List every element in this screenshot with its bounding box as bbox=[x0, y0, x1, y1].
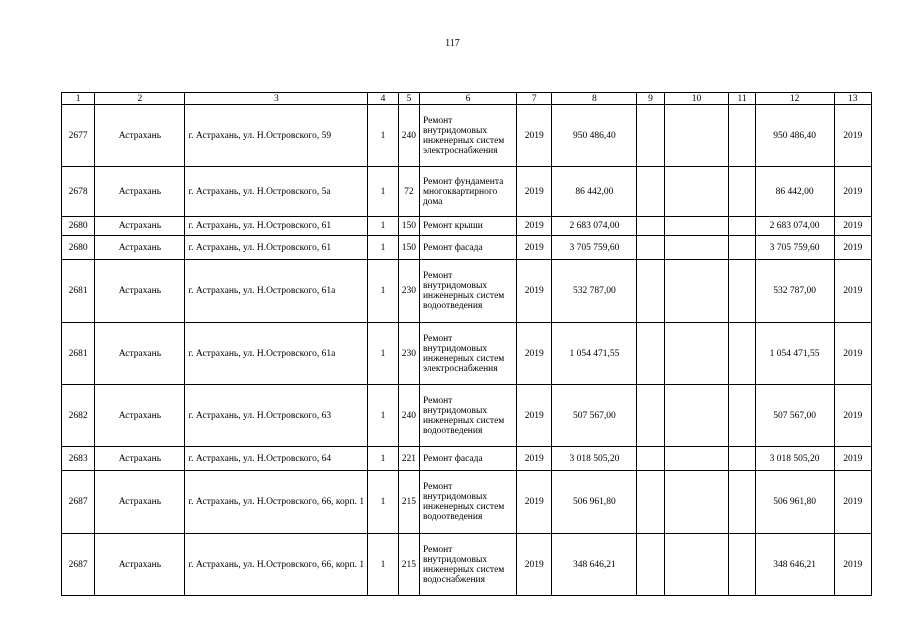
column-header: 13 bbox=[834, 93, 871, 105]
col11-cell bbox=[729, 323, 755, 385]
col9-cell bbox=[637, 105, 664, 167]
end-year-cell: 2019 bbox=[834, 260, 871, 323]
city-cell: Астрахань bbox=[95, 447, 185, 471]
table-row bbox=[62, 167, 872, 217]
end-year-cell: 2019 bbox=[834, 217, 871, 236]
table-row bbox=[62, 105, 872, 167]
cost-cell: 348 646,21 bbox=[552, 534, 637, 596]
end-year-cell: 2019 bbox=[834, 167, 871, 217]
cost-cell: 86 442,00 bbox=[552, 167, 637, 217]
work-type-cell: Ремонт внутридомовых инженерных систем водоотведения bbox=[419, 260, 516, 323]
col4-cell: 1 bbox=[368, 167, 398, 217]
address-cell: г. Астрахань, ул. Н.Островского, 61 bbox=[185, 236, 368, 260]
col4-cell: 1 bbox=[368, 236, 398, 260]
col5-cell: 72 bbox=[398, 167, 419, 217]
col4-cell: 1 bbox=[368, 105, 398, 167]
column-header: 4 bbox=[368, 93, 398, 105]
total-cost-cell: 3 018 505,20 bbox=[755, 447, 834, 471]
cost-cell: 506 961,80 bbox=[552, 471, 637, 534]
col11-cell bbox=[729, 260, 755, 323]
col11-cell bbox=[729, 447, 755, 471]
column-header: 1 bbox=[62, 93, 95, 105]
work-type-cell: Ремонт внутридомовых инженерных систем электроснабжения bbox=[419, 323, 516, 385]
column-number-header-row bbox=[62, 93, 872, 105]
address-cell: г. Астрахань, ул. Н.Островского, 5а bbox=[185, 167, 368, 217]
address-cell: г. Астрахань, ул. Н.Островского, 61 bbox=[185, 217, 368, 236]
col5-cell: 240 bbox=[398, 385, 419, 447]
cost-cell: 532 787,00 bbox=[552, 260, 637, 323]
total-cost-cell: 506 961,80 bbox=[755, 471, 834, 534]
col11-cell bbox=[729, 236, 755, 260]
work-type-cell: Ремонт внутридомовых инженерных систем водоотведения bbox=[419, 471, 516, 534]
total-cost-cell: 2 683 074,00 bbox=[755, 217, 834, 236]
year-cell: 2019 bbox=[517, 260, 552, 323]
col4-cell: 1 bbox=[368, 217, 398, 236]
total-cost-cell: 3 705 759,60 bbox=[755, 236, 834, 260]
city-cell: Астрахань bbox=[95, 534, 185, 596]
col10-cell bbox=[664, 471, 729, 534]
address-cell: г. Астрахань, ул. Н.Островского, 59 bbox=[185, 105, 368, 167]
cost-cell: 3 705 759,60 bbox=[552, 236, 637, 260]
total-cost-cell: 950 486,40 bbox=[755, 105, 834, 167]
table-row bbox=[62, 534, 872, 596]
col4-cell: 1 bbox=[368, 534, 398, 596]
col9-cell bbox=[637, 260, 664, 323]
col9-cell bbox=[637, 217, 664, 236]
col10-cell bbox=[664, 534, 729, 596]
column-header: 7 bbox=[517, 93, 552, 105]
end-year-cell: 2019 bbox=[834, 323, 871, 385]
work-type-cell: Ремонт фасада bbox=[419, 236, 516, 260]
column-header: 3 bbox=[185, 93, 368, 105]
col5-cell: 230 bbox=[398, 323, 419, 385]
row-id-cell: 2687 bbox=[62, 534, 95, 596]
total-cost-cell: 1 054 471,55 bbox=[755, 323, 834, 385]
work-type-cell: Ремонт внутридомовых инженерных систем водоотведения bbox=[419, 385, 516, 447]
total-cost-cell: 532 787,00 bbox=[755, 260, 834, 323]
address-cell: г. Астрахань, ул. Н.Островского, 61а bbox=[185, 260, 368, 323]
year-cell: 2019 bbox=[517, 323, 552, 385]
work-type-cell: Ремонт внутридомовых инженерных систем электроснабжения bbox=[419, 105, 516, 167]
col10-cell bbox=[664, 236, 729, 260]
year-cell: 2019 bbox=[517, 105, 552, 167]
column-header: 11 bbox=[729, 93, 755, 105]
column-header: 2 bbox=[95, 93, 185, 105]
total-cost-cell: 86 442,00 bbox=[755, 167, 834, 217]
work-type-cell: Ремонт внутридомовых инженерных систем водоснабжения bbox=[419, 534, 516, 596]
col10-cell bbox=[664, 323, 729, 385]
row-id-cell: 2681 bbox=[62, 323, 95, 385]
end-year-cell: 2019 bbox=[834, 471, 871, 534]
col4-cell: 1 bbox=[368, 323, 398, 385]
column-header: 6 bbox=[419, 93, 516, 105]
city-cell: Астрахань bbox=[95, 236, 185, 260]
col9-cell bbox=[637, 471, 664, 534]
year-cell: 2019 bbox=[517, 236, 552, 260]
work-type-cell: Ремонт фундамента многоквартирного дома bbox=[419, 167, 516, 217]
total-cost-cell: 348 646,21 bbox=[755, 534, 834, 596]
row-id-cell: 2677 bbox=[62, 105, 95, 167]
row-id-cell: 2687 bbox=[62, 471, 95, 534]
col10-cell bbox=[664, 385, 729, 447]
col9-cell bbox=[637, 534, 664, 596]
col5-cell: 230 bbox=[398, 260, 419, 323]
column-header: 8 bbox=[552, 93, 637, 105]
total-cost-cell: 507 567,00 bbox=[755, 385, 834, 447]
col10-cell bbox=[664, 260, 729, 323]
cost-cell: 1 054 471,55 bbox=[552, 323, 637, 385]
city-cell: Астрахань bbox=[95, 260, 185, 323]
col11-cell bbox=[729, 534, 755, 596]
end-year-cell: 2019 bbox=[834, 385, 871, 447]
col10-cell bbox=[664, 447, 729, 471]
table-row bbox=[62, 236, 872, 260]
page-number: 117 bbox=[445, 38, 460, 49]
year-cell: 2019 bbox=[517, 385, 552, 447]
end-year-cell: 2019 bbox=[834, 105, 871, 167]
col11-cell bbox=[729, 471, 755, 534]
col5-cell: 221 bbox=[398, 447, 419, 471]
column-header: 5 bbox=[398, 93, 419, 105]
col5-cell: 240 bbox=[398, 105, 419, 167]
col9-cell bbox=[637, 385, 664, 447]
year-cell: 2019 bbox=[517, 447, 552, 471]
repair-schedule-table bbox=[61, 92, 872, 596]
cost-cell: 950 486,40 bbox=[552, 105, 637, 167]
col10-cell bbox=[664, 105, 729, 167]
city-cell: Астрахань bbox=[95, 217, 185, 236]
year-cell: 2019 bbox=[517, 534, 552, 596]
year-cell: 2019 bbox=[517, 167, 552, 217]
row-id-cell: 2683 bbox=[62, 447, 95, 471]
table-row bbox=[62, 217, 872, 236]
city-cell: Астрахань bbox=[95, 167, 185, 217]
end-year-cell: 2019 bbox=[834, 236, 871, 260]
col4-cell: 1 bbox=[368, 471, 398, 534]
city-cell: Астрахань bbox=[95, 105, 185, 167]
col10-cell bbox=[664, 167, 729, 217]
address-cell: г. Астрахань, ул. Н.Островского, 66, корп. 1 bbox=[185, 534, 368, 596]
address-cell: г. Астрахань, ул. Н.Островского, 66, корп. 1 bbox=[185, 471, 368, 534]
col11-cell bbox=[729, 167, 755, 217]
row-id-cell: 2678 bbox=[62, 167, 95, 217]
row-id-cell: 2681 bbox=[62, 260, 95, 323]
address-cell: г. Астрахань, ул. Н.Островского, 61а bbox=[185, 323, 368, 385]
cost-cell: 507 567,00 bbox=[552, 385, 637, 447]
row-id-cell: 2680 bbox=[62, 236, 95, 260]
table-row bbox=[62, 260, 872, 323]
col11-cell bbox=[729, 217, 755, 236]
end-year-cell: 2019 bbox=[834, 447, 871, 471]
cost-cell: 2 683 074,00 bbox=[552, 217, 637, 236]
column-header: 12 bbox=[755, 93, 834, 105]
col4-cell: 1 bbox=[368, 260, 398, 323]
city-cell: Астрахань bbox=[95, 471, 185, 534]
table-row bbox=[62, 471, 872, 534]
col9-cell bbox=[637, 167, 664, 217]
column-header: 9 bbox=[637, 93, 664, 105]
col11-cell bbox=[729, 385, 755, 447]
column-header: 10 bbox=[664, 93, 729, 105]
table-row bbox=[62, 323, 872, 385]
year-cell: 2019 bbox=[517, 471, 552, 534]
city-cell: Астрахань bbox=[95, 385, 185, 447]
year-cell: 2019 bbox=[517, 217, 552, 236]
col9-cell bbox=[637, 447, 664, 471]
city-cell: Астрахань bbox=[95, 323, 185, 385]
address-cell: г. Астрахань, ул. Н.Островского, 64 bbox=[185, 447, 368, 471]
table-row bbox=[62, 385, 872, 447]
col10-cell bbox=[664, 217, 729, 236]
col9-cell bbox=[637, 236, 664, 260]
col5-cell: 150 bbox=[398, 236, 419, 260]
row-id-cell: 2682 bbox=[62, 385, 95, 447]
work-type-cell: Ремонт крыши bbox=[419, 217, 516, 236]
end-year-cell: 2019 bbox=[834, 534, 871, 596]
col9-cell bbox=[637, 323, 664, 385]
address-cell: г. Астрахань, ул. Н.Островского, 63 bbox=[185, 385, 368, 447]
col11-cell bbox=[729, 105, 755, 167]
table-row bbox=[62, 447, 872, 471]
col5-cell: 215 bbox=[398, 534, 419, 596]
row-id-cell: 2680 bbox=[62, 217, 95, 236]
col5-cell: 215 bbox=[398, 471, 419, 534]
work-type-cell: Ремонт фасада bbox=[419, 447, 516, 471]
col5-cell: 150 bbox=[398, 217, 419, 236]
col4-cell: 1 bbox=[368, 447, 398, 471]
col4-cell: 1 bbox=[368, 385, 398, 447]
cost-cell: 3 018 505,20 bbox=[552, 447, 637, 471]
